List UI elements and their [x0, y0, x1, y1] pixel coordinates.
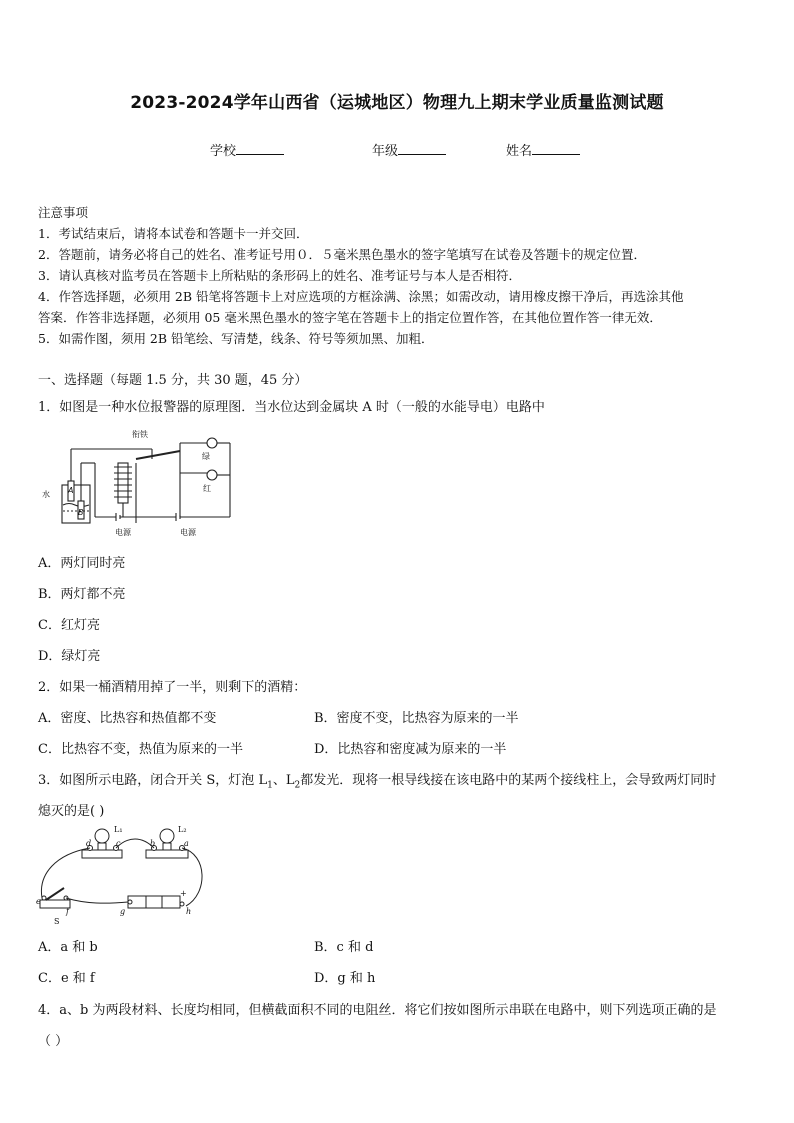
water-label: 水 [42, 490, 50, 499]
q1-option-b[interactable]: B．两灯都不亮 [38, 587, 126, 602]
q1-option-d[interactable]: D．绿灯亮 [38, 649, 101, 664]
q3-stem-part: 都发光．现将一根导线接在该电路中的某两个接线柱上，会导致两灯同时 [300, 773, 717, 788]
q2-option-a[interactable]: A．密度、比热容和热值都不变 [38, 711, 217, 726]
switch-s-label: S [54, 917, 60, 926]
notice-item: 答案．作答非选择题，必须用 05 毫米黑色墨水的签字笔在答题卡上的指定位置作答，在其他位置作答一律无效． [38, 310, 662, 325]
two-lamp-circuit-diagram [36, 824, 206, 929]
terminal-e-label: e [36, 897, 41, 906]
lamp-l1-label: L₁ [114, 825, 123, 834]
student-info-row [0, 140, 794, 160]
school-field[interactable] [210, 140, 284, 159]
q3-subscript: 1 [267, 780, 273, 791]
school-label: 学校 [210, 144, 237, 159]
question-2-stem: 2．如果一桶酒精用掉了一半，则剩下的酒精： [38, 680, 307, 695]
lamp-l2-label: L₂ [178, 825, 187, 834]
power-source-label: 电源 [115, 528, 131, 537]
q3-option-c[interactable]: C．e 和 f [38, 971, 95, 986]
terminal-a-label: a [184, 839, 189, 848]
notice-item: 5．如需作图，须用 2B 铅笔绘、写清楚，线条、符号等须加黑、加粗． [38, 331, 434, 346]
terminal-c-label: c [116, 839, 121, 848]
metal-block-a-label: A [68, 486, 74, 495]
green-lamp-label: 绿 [202, 452, 210, 461]
q3-option-b[interactable]: B．c 和 d [314, 940, 374, 955]
power-source-label: 电源 [180, 528, 196, 537]
q1-option-a[interactable]: A．两灯同时亮 [38, 556, 126, 571]
q2-option-d[interactable]: D．比热容和密度减为原来的一半 [314, 742, 507, 757]
q3-stem-part: 3．如图所示电路，闭合开关 S，灯泡 L [38, 773, 268, 788]
terminal-f-label: f [66, 907, 69, 916]
q3-option-a[interactable]: A．a 和 b [38, 940, 98, 955]
armature-label: 衔铁 [132, 430, 148, 439]
page-title: 2023-2024学年山西省（运城地区）物理九上期末学业质量监测试题 [130, 93, 664, 113]
battery-plus-label: + [180, 889, 187, 898]
red-lamp-label: 红 [203, 484, 211, 493]
q1-option-c[interactable]: C．红灯亮 [38, 618, 100, 633]
q2-option-b[interactable]: B．密度不变，比热容为原来的一半 [314, 711, 519, 726]
question-3-stem [38, 769, 716, 791]
q2-option-c[interactable]: C．比热容不变，热值为原来的一半 [38, 742, 243, 757]
grade-field[interactable] [372, 140, 446, 159]
terminal-g-label: g [120, 907, 126, 916]
terminal-h-label: h [186, 907, 192, 916]
name-field[interactable] [506, 140, 580, 159]
name-label: 姓名 [506, 144, 533, 159]
notice-item: 2．答题前，请务必将自己的姓名、准考证号用０．５毫米黑色墨水的签字笔填写在试卷及答题卡的规定位置． [38, 247, 646, 262]
terminal-d-label: d [86, 839, 92, 848]
terminal-b-label: b [150, 839, 156, 848]
question-4-stem-line2: （ ） [38, 1034, 69, 1049]
water-level-alarm-diagram [40, 423, 236, 543]
q3-subscript: 2 [294, 780, 301, 791]
notice-heading: 注意事项 [38, 205, 89, 220]
question-1-stem: 1．如图是一种水位报警器的原理图．当水位达到金属块 A 时（一般的水能导电）电路中 [38, 400, 545, 415]
q3-option-d[interactable]: D．g 和 h [314, 971, 376, 986]
notice-item: 1．考试结束后，请将本试卷和答题卡一并交回． [38, 226, 309, 241]
question-3-stem-line2: 熄灭的是( ) [38, 804, 105, 819]
q3-stem-part: 、L [272, 773, 295, 788]
notice-item: 4．作答选择题，必须用 2B 铅笔将答题卡上对应选项的方框涂满、涂黑；如需改动，请用橡皮擦干净后，再选涂其他 [38, 289, 684, 304]
grade-label: 年级 [372, 144, 399, 159]
metal-block-b-label: B [78, 508, 84, 517]
notice-item: 3．请认真核对监考员在答题卡上所粘贴的条形码上的姓名、准考证号与本人是否相符． [38, 268, 521, 283]
section-heading: 一、选择题（每题 1.5 分，共 30 题，45 分） [38, 373, 308, 388]
question-4-stem: 4．a、b 为两段材料、长度均相同，但横截面积不同的电阻丝．将它们按如图所示串联在电路中，则下列选项正确的是 [38, 1003, 717, 1018]
